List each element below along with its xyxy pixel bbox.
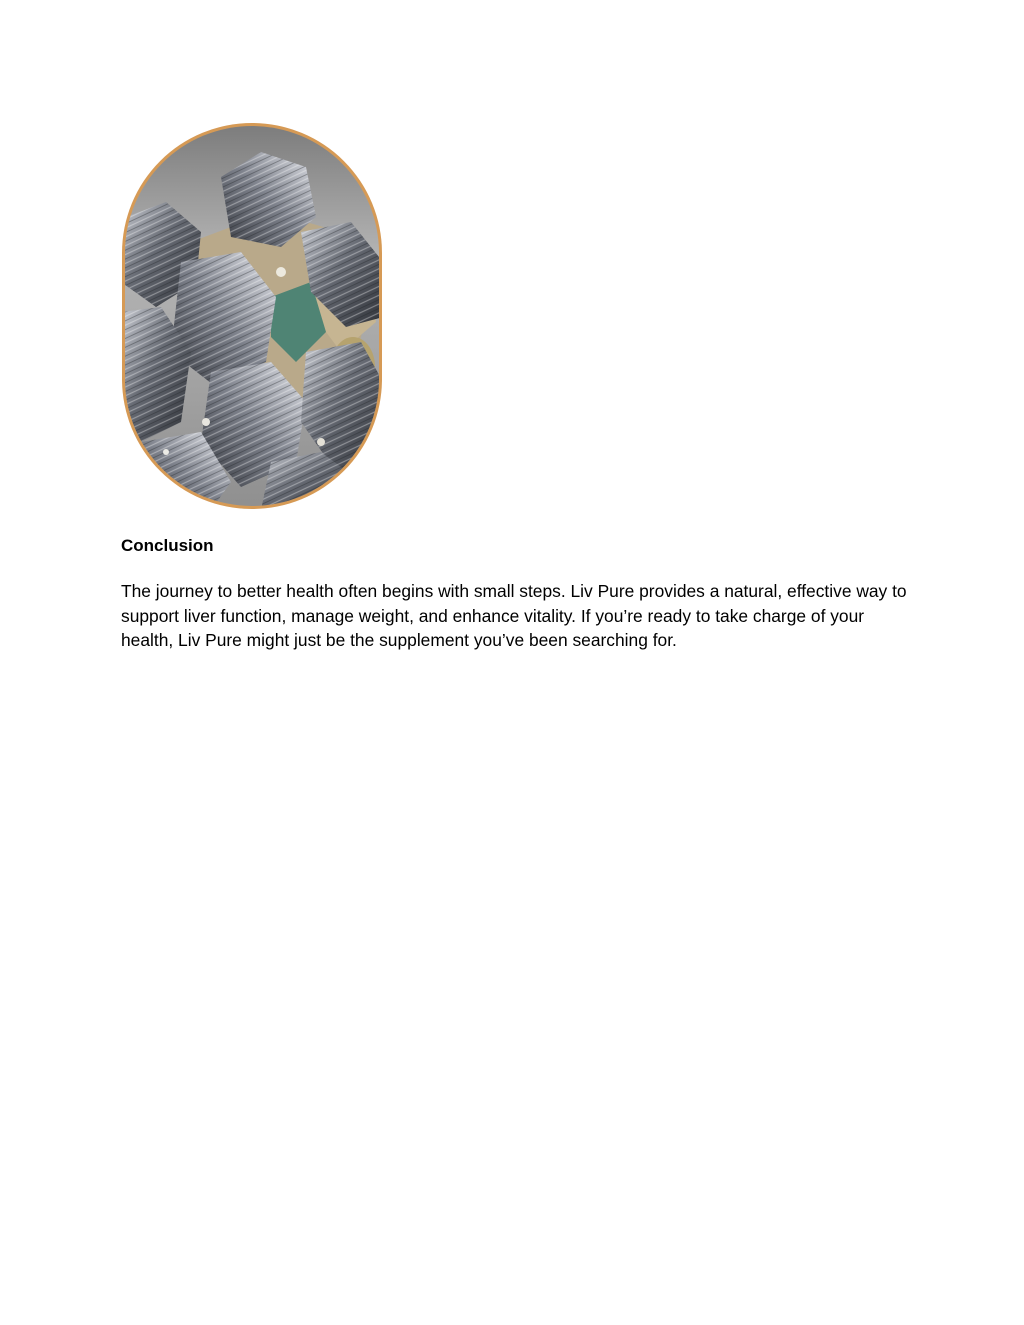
- section-heading-conclusion: Conclusion: [121, 536, 214, 555]
- mineral-specimen-photo: [121, 122, 383, 510]
- conclusion-paragraph: The journey to better health often begins with small steps. Liv Pure provides a natural, effective way to support liver function, manage weight, and enhance vitality. If you’re ready to take charge of your health, Liv Pure might just be the supplement you’ve been searching for.: [121, 581, 907, 650]
- mineral-specimen-image: [121, 122, 383, 510]
